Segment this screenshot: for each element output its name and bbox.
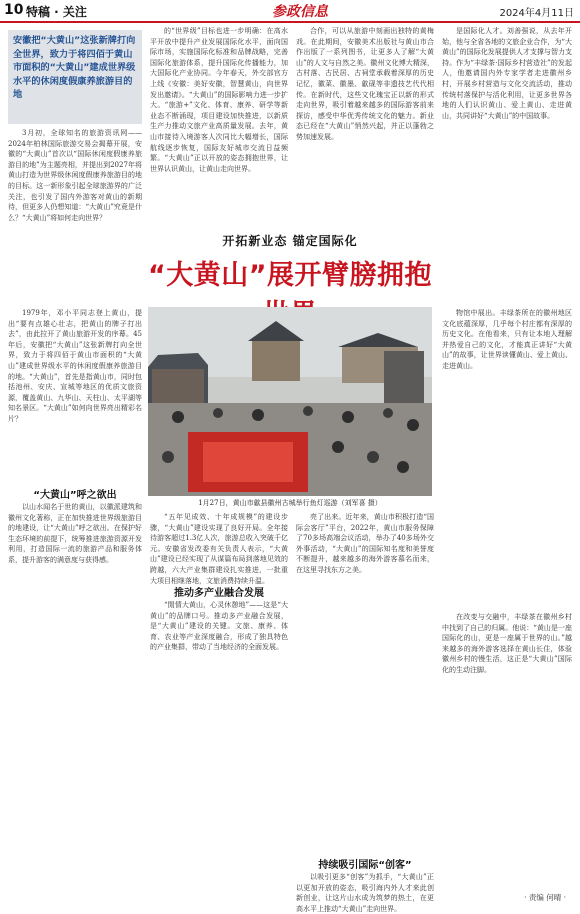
paragraph: 是国际化人才。刘善强说，从去年开始，他与全省各地的文旅企业合作，为“大黄山”的国际化发展提供人才支撑与智力支持。作为“丰绿茶·国际乡村营造社”的发起人，他邀请国内外专家学者走进徽州乡村，开展乡村营造与文化交流活动，推动传统村落保护与活化利用，让更多世界各地的人们认识黄山、爱上黄山、走进黄山，共同讲好“大黄山”的中国故事。 [442, 27, 572, 120]
paragraph: 物馆中展出。丰绿茶所在的徽州地区文化底蕴深厚，几乎每个村庄都有深厚的历史文化。在他看来，只有让本地人理解并热爱自己的文化，才能真正讲好“大黄山”的故事，让世界读懂黄山、爱上黄山、走进黄山。 [442, 309, 572, 370]
paragraph: 以吸引更多“创客”为抓手，“大黄山”正以更加开放的姿态，吸引海内外人才来此创新创业，让这片山水成为筑梦的热土，在更高水平上推动“大黄山”走向世界。 [296, 873, 434, 913]
text-column-3 [296, 26, 434, 228]
masthead-logo: 参政信息 [272, 4, 328, 20]
text-column-10 [150, 600, 288, 900]
text-column-4 [442, 26, 572, 228]
text-column-7 [296, 512, 434, 852]
text-column-12 [442, 612, 572, 892]
text-column-9 [8, 502, 142, 902]
text-column-6 [150, 512, 288, 585]
subhead-2: 推动多产业融合发展 [174, 588, 264, 599]
headline-kicker: 开拓新业态 锚定国际化 [222, 234, 358, 248]
paragraph: 在改变与交融中，丰绿茶在徽州乡村中找到了自己的归属。他说：“黄山是一座国际化的山，更是一座属于世界的山。”越来越多的海外游客选择在黄山长住，体验徽州乡村的慢生活，这正是“大黄山”国际化的生动注脚。 [442, 613, 572, 674]
text-column-8 [442, 308, 572, 608]
text-column-1 [8, 128, 142, 228]
paragraph: 亮了出来。近年来，黄山市积极打造“国际会客厅”平台，2022年，黄山市服务保障了70多场高端会议活动，举办了40多场外交外事活动，“大黄山”的国际知名度和美誉度不断提升，越来越多的海外游客慕名而来，在这里寻找东方之美。 [296, 513, 434, 574]
text-column-11 [296, 872, 434, 913]
paragraph: “閒情大黄山，心灵休憩地”——这是“大黄山”的品牌口号。推动多产业融合发展，是“大黄山”建设的关键。文旅、康养、体育、农业等产业深度融合，形成了独具特色的产业集群，带动了当地经济的全面发展。 [150, 601, 288, 652]
paragraph: 1979年，邓小平同志登上黄山，提出“要有点雄心壮志，把黄山的牌子打出去”，由此拉开了黄山旅游开发的序幕。45年后，安徽把“大黄山”这张新牌打向全世界，致力于将四佰于黄山市面积的“大黄山”建成世界级水平的休闲度假康养旅游目的地。“大黄山”，首先是指黄山市，同时包括池州、安庆、宣城等地区的优质文旅资源，覆盖黄山、九华山、天柱山、太平湖等知名景区。“大黄山”如何向世界亮出精彩名片？ [8, 309, 142, 423]
summary-text: 安徽把“大黄山”这张新牌打向全世界，致力于将四佰于黄山市面积的“大黄山”建成世界级水平的休闲度假康养旅游目的地 [13, 35, 136, 101]
headline-main: “大黄山”展开臂膀拥抱 [148, 260, 432, 291]
text-column-2 [150, 26, 288, 228]
festival-photo [148, 307, 432, 496]
editor-credit: · 责编 何晴 · [524, 893, 566, 902]
issue-date: 2024年4月11日 [499, 8, 574, 19]
summary-box [8, 30, 142, 124]
photo-illustration [148, 307, 432, 496]
paragraph: 3月初，全球知名的旅游资讯网——2024年柏林国际旅游交易会揭幕开展，安徽的“大黄山”首次以“国际休闲度假康养旅游目的地”为主题亮相，并提出到2027年将黄山打造为世界级休闲度假康养旅游目的地的目标。这一新形象引起全球旅游界的广泛关注，也引发了国内外游客对黄山的新期待，但更多人仍想知道：“大黄山”究竟是什么？“大黄山”将如何走向世界？ [8, 129, 142, 222]
paragraph: 合作，可以从旅游中刻画出独特的黄梅戏。在此期间，安徽美术出版社与黄山市合作出版了一系列图书，让更多人了解“大黄山”的人文与自然之美。徽州文化博大精深，古村落、古民居、古祠堂承载着深厚的历史记忆，徽菜、徽墨、歙砚等非遗技艺代代相传。在新时代，这些文化瑰宝正以新的形式走向世界，吸引着越来越多的国际游客前来探访，感受中华优秀传统文化的魅力。新业态已经在“大黄山”悄然兴起，并正以蓬勃之势加速发展。 [296, 27, 434, 141]
paragraph: “五年见成效、十年成规模”的建设步骤，“大黄山”建设实现了良好开局。全年接待游客超过1.3亿人次，旅游总收入突破千亿元。安徽省发改委有关负责人表示，“大黄山”建设已经实现了从谋篇布局到落地见效的跨越，六大产业集群建设扎实推进，一批重大项目相继落地，文旅消费持续升温。 [150, 513, 288, 585]
page-header [0, 0, 580, 22]
section-label: 特稿 · 关注 [26, 5, 87, 19]
page-number: 10 [4, 2, 24, 18]
paragraph: 的“世界级”目标也进一步明确：在高水平开放中提升产业发展国际化水平，面向国际市场，实施国际化标准和品牌战略，完善国际化旅游体系，提升国际化传播能力，加大国际化产业协同。今年春天，外交部官方上线《安徽：美好安徽，智慧黄山，向世界发出邀请》。“大黄山”的国际影响力进一步扩大。“旅游+”文化、体育、康养、研学等新业态不断涌现，项目建设加快推进，以新质生产力推动文旅产业高质量发展。去年，黄山市接待入境游客人次同比大幅增长，国际航线逐步恢复，国际友好城市交流日益频繁。“大黄山”正以开放的姿态拥抱世界，让世界认识黄山，让黄山走向世界。 [150, 27, 288, 173]
paragraph: 以山水闻名于世的黄山，以徽派建筑和徽州文化著称，正在加快推进世界级旅游目的地建设，让“大黄山”呼之欲出。在保护好生态环境的前提下，统筹推进旅游资源开发利用，打造国际一流的旅游产品和服务体系，提升游客的满意度与获得感。 [8, 503, 142, 564]
header-rule [0, 21, 580, 23]
subhead-1: “大黄山”呼之欲出 [33, 490, 117, 501]
subhead-3: 持续吸引国际“创客” [318, 860, 412, 871]
photo-caption: 1月27日，黄山市歙县徽州古城举行鱼灯巡游（刘军喜 摄） [198, 499, 382, 507]
text-column-5 [8, 308, 142, 480]
